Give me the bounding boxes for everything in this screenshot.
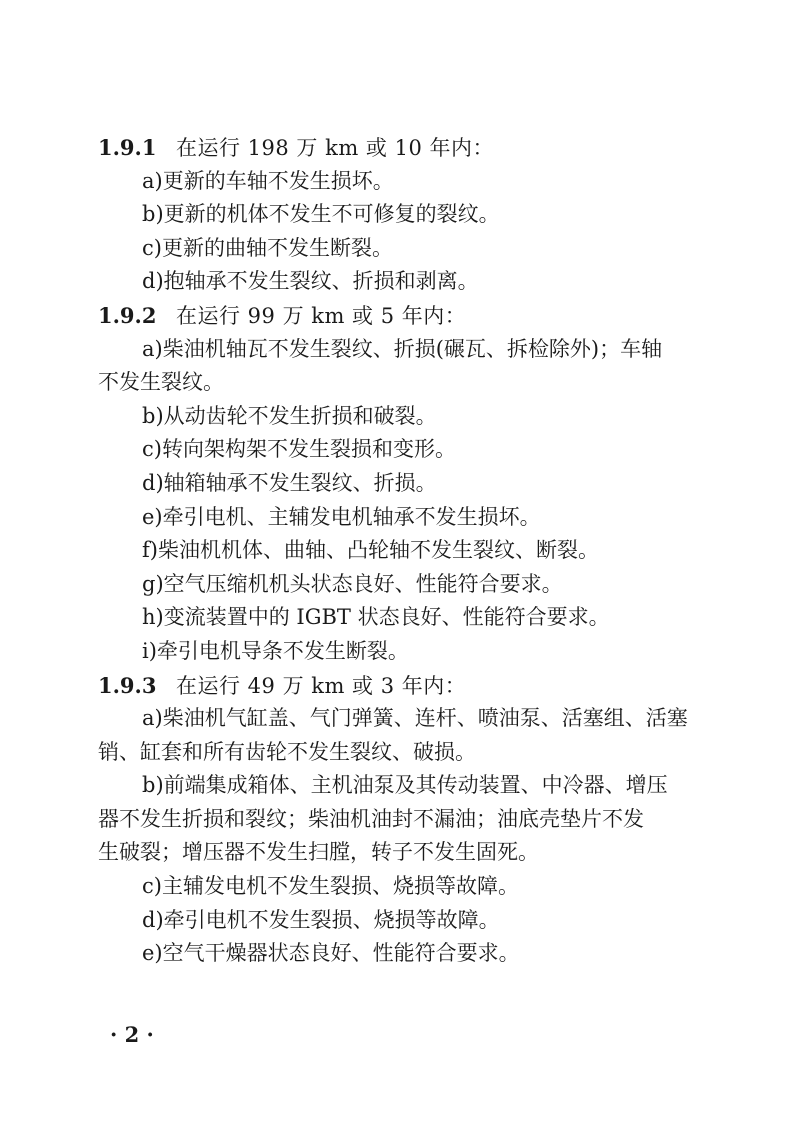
section-heading-1-9-1 xyxy=(98,131,704,165)
list-item: c)更新的曲轴不发生断裂。 xyxy=(142,235,393,260)
list-item-continuation: 器不发生折损和裂纹；柴油机油封不漏油；油底壳垫片不发 xyxy=(98,806,644,831)
section-heading-text: 在运行 198 万 km 或 10 年内： xyxy=(176,136,494,160)
list-item-continuation: 生破裂；增压器不发生扫膛，转子不发生固死。 xyxy=(98,840,539,865)
list-item: d)轴箱轴承不发生裂纹、折损。 xyxy=(142,470,437,495)
list-item: e)空气干燥器状态良好、性能符合要求。 xyxy=(142,941,520,966)
list-item: d)牵引电机不发生裂损、烧损等故障。 xyxy=(142,907,500,932)
section-heading-text: 在运行 99 万 km 或 5 年内： xyxy=(176,303,467,328)
section-number: 1.9.3 xyxy=(98,672,157,698)
section-number: 1.9.2 xyxy=(98,302,157,328)
list-item: b)从动齿轮不发生折损和破裂。 xyxy=(142,403,437,428)
list-item: a)柴油机轴瓦不发生裂纹、折损(碾瓦、拆检除外)；车轴 xyxy=(142,336,663,361)
list-item: a)更新的车轴不发生损坏。 xyxy=(142,168,394,193)
list-item: d)抱轴承不发生裂纹、折损和剥离。 xyxy=(142,269,479,294)
list-item: b)前端集成箱体、主机油泵及其传动装置、中冷器、增压 xyxy=(142,773,668,798)
list-item: a)柴油机气缸盖、气门弹簧、连杆、喷油泵、活塞组、活塞 xyxy=(142,706,688,731)
list-item: g)空气压缩机机头状态良好、性能符合要求。 xyxy=(142,571,563,596)
list-item: f)柴油机机体、曲轴、凸轮轴不发生裂纹、断裂。 xyxy=(142,538,599,563)
section-heading-1-9-3 xyxy=(98,669,704,703)
list-item: h)变流装置中的 IGBT 状态良好、性能符合要求。 xyxy=(142,605,610,630)
list-item: e)牵引电机、主辅发电机轴承不发生损坏。 xyxy=(142,504,541,529)
section-heading-text: 在运行 49 万 km 或 3 年内： xyxy=(176,673,467,698)
list-item: i)牵引电机导条不发生断裂。 xyxy=(142,638,409,663)
list-item: c)转向架构架不发生裂损和变形。 xyxy=(142,437,456,462)
page-number: · 2 · xyxy=(110,1022,154,1047)
list-item: b)更新的机体不发生不可修复的裂纹。 xyxy=(142,202,500,227)
document-body xyxy=(98,131,704,971)
section-heading-1-9-2 xyxy=(98,299,704,333)
list-item-continuation: 不发生裂纹。 xyxy=(98,370,224,395)
section-number: 1.9.1 xyxy=(98,135,157,160)
list-item-continuation: 销、缸套和所有齿轮不发生裂纹、破损。 xyxy=(98,739,476,764)
list-item: c)主辅发电机不发生裂损、烧损等故障。 xyxy=(142,874,519,899)
